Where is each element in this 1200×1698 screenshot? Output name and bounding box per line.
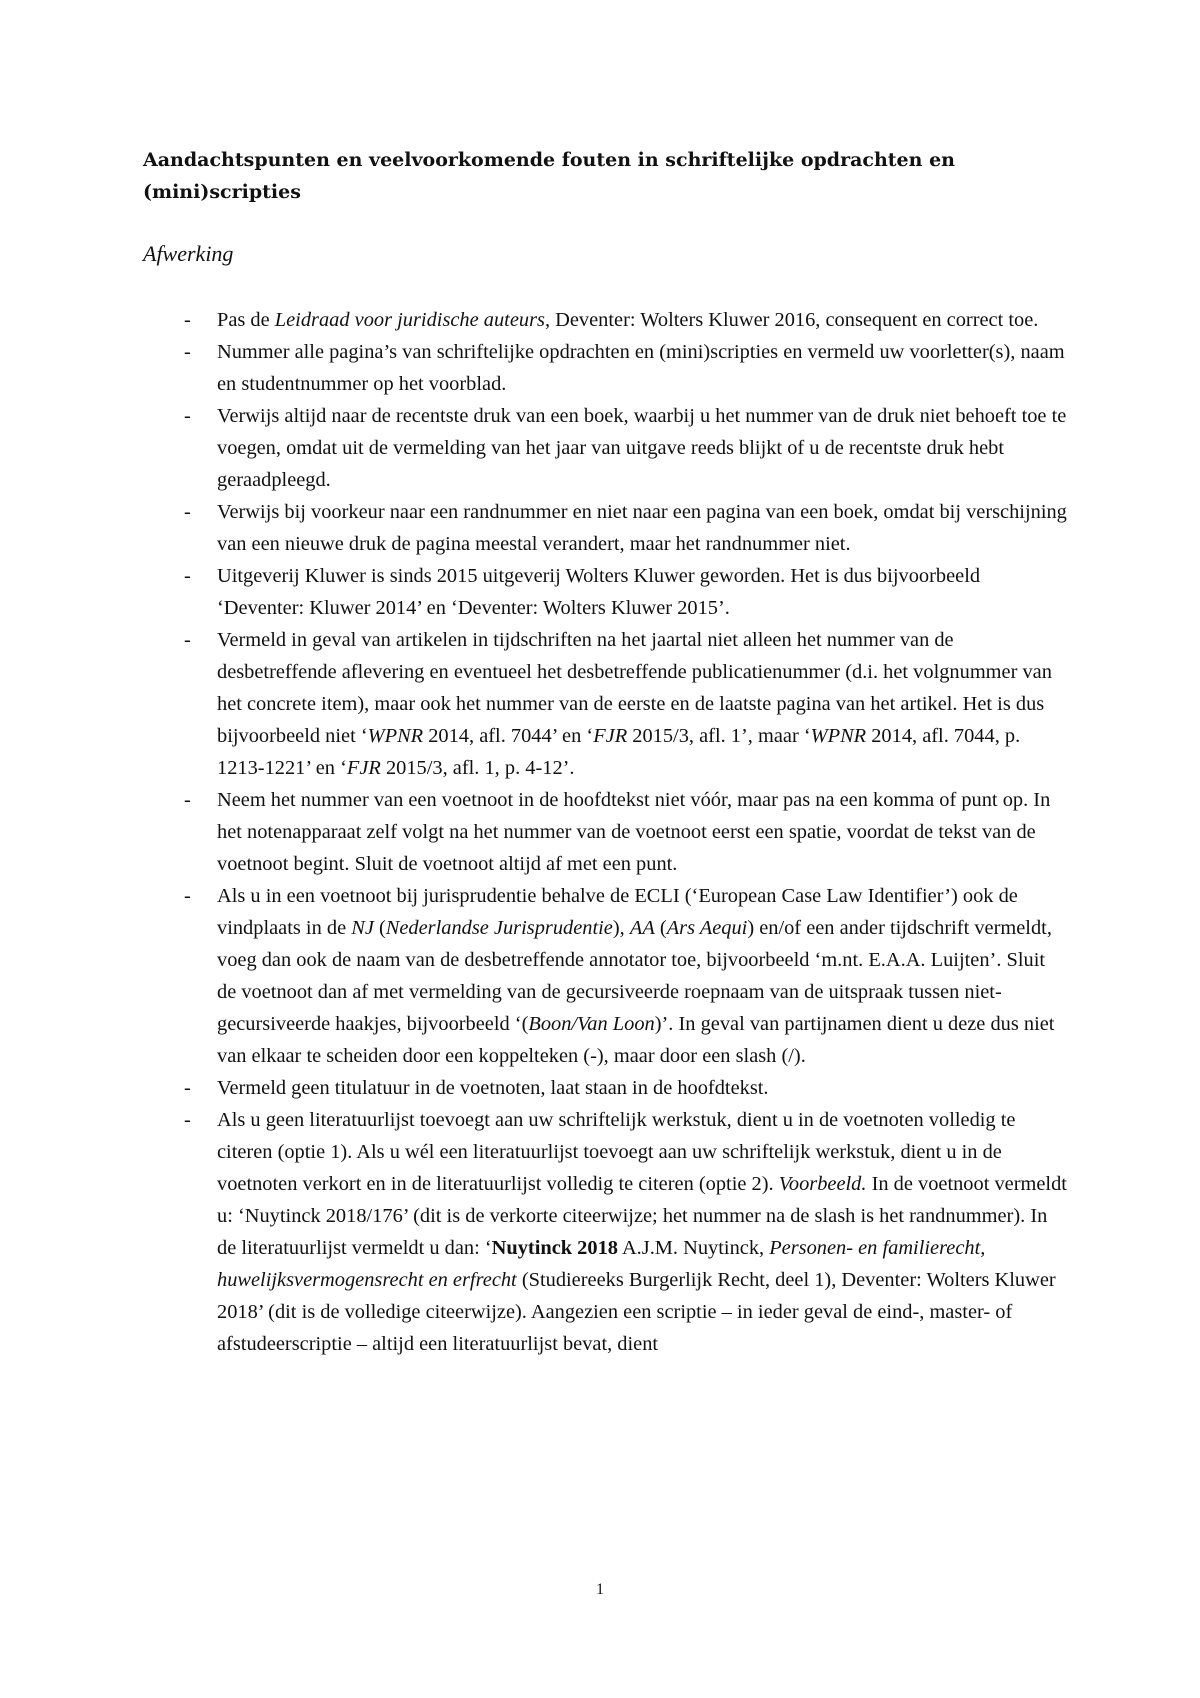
italic-text: FJR: [593, 725, 628, 747]
italic-text: WPNR: [367, 725, 424, 747]
document-title: Aandachtspunten en veelvoorkomende fouten in schriftelijke opdrachten en (mini)scripties: [143, 149, 955, 203]
list-item-text: In de voetnoot vermeldt u: ‘Nuytinck 2018/176’ (dit is de verkorte citeerwijze; het nummer na de slash is het randnummer). In de literatuurlijst vermeldt u dan: ‘: [217, 1173, 1067, 1259]
list-item-text: )’. In geval van partijnamen dient u deze dus niet van elkaar te scheiden door een koppelteken (-), maar door een slash (/).: [217, 1013, 1055, 1067]
bullet-dash: -: [184, 1109, 191, 1131]
italic-text: NJ: [351, 917, 374, 939]
list-item-text: (: [654, 917, 667, 939]
list-item: [0, 624, 1067, 784]
list-item-text: A.J.M. Nuytinck,: [617, 1237, 770, 1259]
bold-text: Nuytinck 2018: [491, 1237, 618, 1259]
italic-text: Nederlandse Jurisprudentie: [385, 917, 613, 939]
list-item-text: Neem het nummer van een voetnoot in de hoofdtekst niet vóór, maar pas na een komma of punt op. In het notenapparaat zelf volgt na het nummer van de voetnoot eerst een spatie, voordat de tekst van de voetnoot begint. Sluit de voetnoot altijd af met een punt.: [217, 789, 1051, 875]
list-item: [0, 400, 1067, 496]
italic-text: Voorbeeld.: [778, 1173, 867, 1195]
list-item: [0, 560, 1067, 624]
list-item-text: (Studiereeks Burgerlijk Recht, deel 1), Deventer: Wolters Kluwer 2018’ (dit is de volledige citeerwijze). Aangezien een scriptie – in ieder geval de eind-, master- of afstudeerscriptie – altijd een literatuurlijst bevat, dient: [217, 1269, 1056, 1355]
list-item: [0, 336, 1067, 400]
bullet-dash: -: [184, 565, 191, 587]
italic-text: Personen- en familierecht, huwelijksvermogensrecht en erfrecht: [217, 1237, 986, 1291]
list-item-text: Pas de: [217, 309, 275, 331]
list-item-text: Uitgeverij Kluwer is sinds 2015 uitgeverij Wolters Kluwer geworden. Het is dus bijvoorbeeld ‘Deventer: Kluwer 2014’ en ‘Deventer: Wolters Kluwer 2015’.: [217, 565, 981, 619]
italic-text: Ars Aequi: [666, 917, 748, 939]
list-item-text: Verwijs bij voorkeur naar een randnummer en niet naar een pagina van een boek, omdat bij verschijning van een nieuwe druk de pagina meestal verandert, maar het randnummer niet.: [217, 501, 1067, 555]
list-item-text: Nummer alle pagina’s van schriftelijke opdrachten en (mini)scripties en vermeld uw voorletter(s), naam en studentnummer op het voorblad.: [217, 341, 1065, 395]
bullet-list: [0, 304, 1200, 1360]
bullet-dash: -: [184, 501, 191, 523]
page-number: 1: [596, 1581, 604, 1598]
list-item: [0, 496, 1067, 560]
bullet-dash: -: [184, 405, 191, 427]
bullet-dash: -: [184, 885, 191, 907]
list-item: [0, 304, 1067, 336]
list-item-text: Als u in een voetnoot bij jurisprudentie behalve de ECLI (‘European Case Law Identifier’) ook de vindplaats in de: [217, 885, 1018, 939]
list-item: [0, 1104, 1067, 1360]
list-item-text: 2014, afl. 7044’ en ‘: [423, 725, 594, 747]
italic-text: Boon/Van Loon: [528, 1013, 655, 1035]
list-item-text: (: [373, 917, 386, 939]
list-item: [0, 880, 1067, 1072]
section-heading-afwerking: Afwerking: [143, 241, 234, 266]
list-item-text: Als u geen literatuurlijst toevoegt aan uw schriftelijk werkstuk, dient u in de voetnoten volledig te citeren (optie 1). Als u wél een literatuurlijst toevoegt aan uw schriftelijk werkstuk, dient u in de voetnoten verkort en in de literatuurlijst volledig te citeren (optie 2).: [217, 1109, 1016, 1195]
italic-text: WPNR: [810, 725, 867, 747]
bullet-dash: -: [184, 1077, 191, 1099]
list-item-text: ) en/of een ander tijdschrift vermeldt, voeg dan ook de naam van de desbetreffende annotator toe, bijvoorbeeld ‘m.nt. E.A.A. Luijten’. Sluit de voetnoot dan af met vermelding van de gecursiveerde roepnaam van de uitspraak tussen niet-gecursiveerde haakjes, bijvoorbeeld ‘(: [217, 917, 1052, 1035]
list-item-text: 2015/3, afl. 1, p. 4-12’.: [380, 757, 575, 779]
italic-text: AA: [629, 917, 655, 939]
bullet-dash: -: [184, 629, 191, 651]
list-item-text: , Deventer: Wolters Kluwer 2016, consequent en correct toe.: [544, 309, 1039, 331]
bullet-dash: -: [184, 789, 191, 811]
list-item: [0, 1072, 1067, 1104]
italic-text: FJR: [346, 757, 381, 779]
list-item-text: 2015/3, afl. 1’, maar ‘: [627, 725, 811, 747]
list-item-text: ),: [612, 917, 630, 939]
list-item-text: 2014, afl. 7044, p. 1213-1221’ en ‘: [217, 725, 1021, 779]
list-item-text: Vermeld geen titulatuur in de voetnoten, laat staan in de hoofdtekst.: [217, 1077, 769, 1099]
list-item-text: Verwijs altijd naar de recentste druk van een boek, waarbij u het nummer van de druk niet behoeft toe te voegen, omdat uit de vermelding van het jaar van uitgave reeds blijkt of u de recentste druk hebt geraadpleegd.: [217, 405, 1067, 491]
bullet-dash: -: [184, 341, 191, 363]
list-item: [0, 784, 1067, 880]
bullet-dash: -: [184, 309, 191, 331]
list-item-text: Vermeld in geval van artikelen in tijdschriften na het jaartal niet alleen het nummer van de desbetreffende aflevering en eventueel het desbetreffende publicatienummer (d.i. het volgnummer van het concrete item), maar ook het nummer van de eerste en de laatste pagina van het artikel. Het is dus bijvoorbeeld niet ‘: [217, 629, 1052, 747]
italic-text: Leidraad voor juridische auteurs: [274, 309, 545, 331]
